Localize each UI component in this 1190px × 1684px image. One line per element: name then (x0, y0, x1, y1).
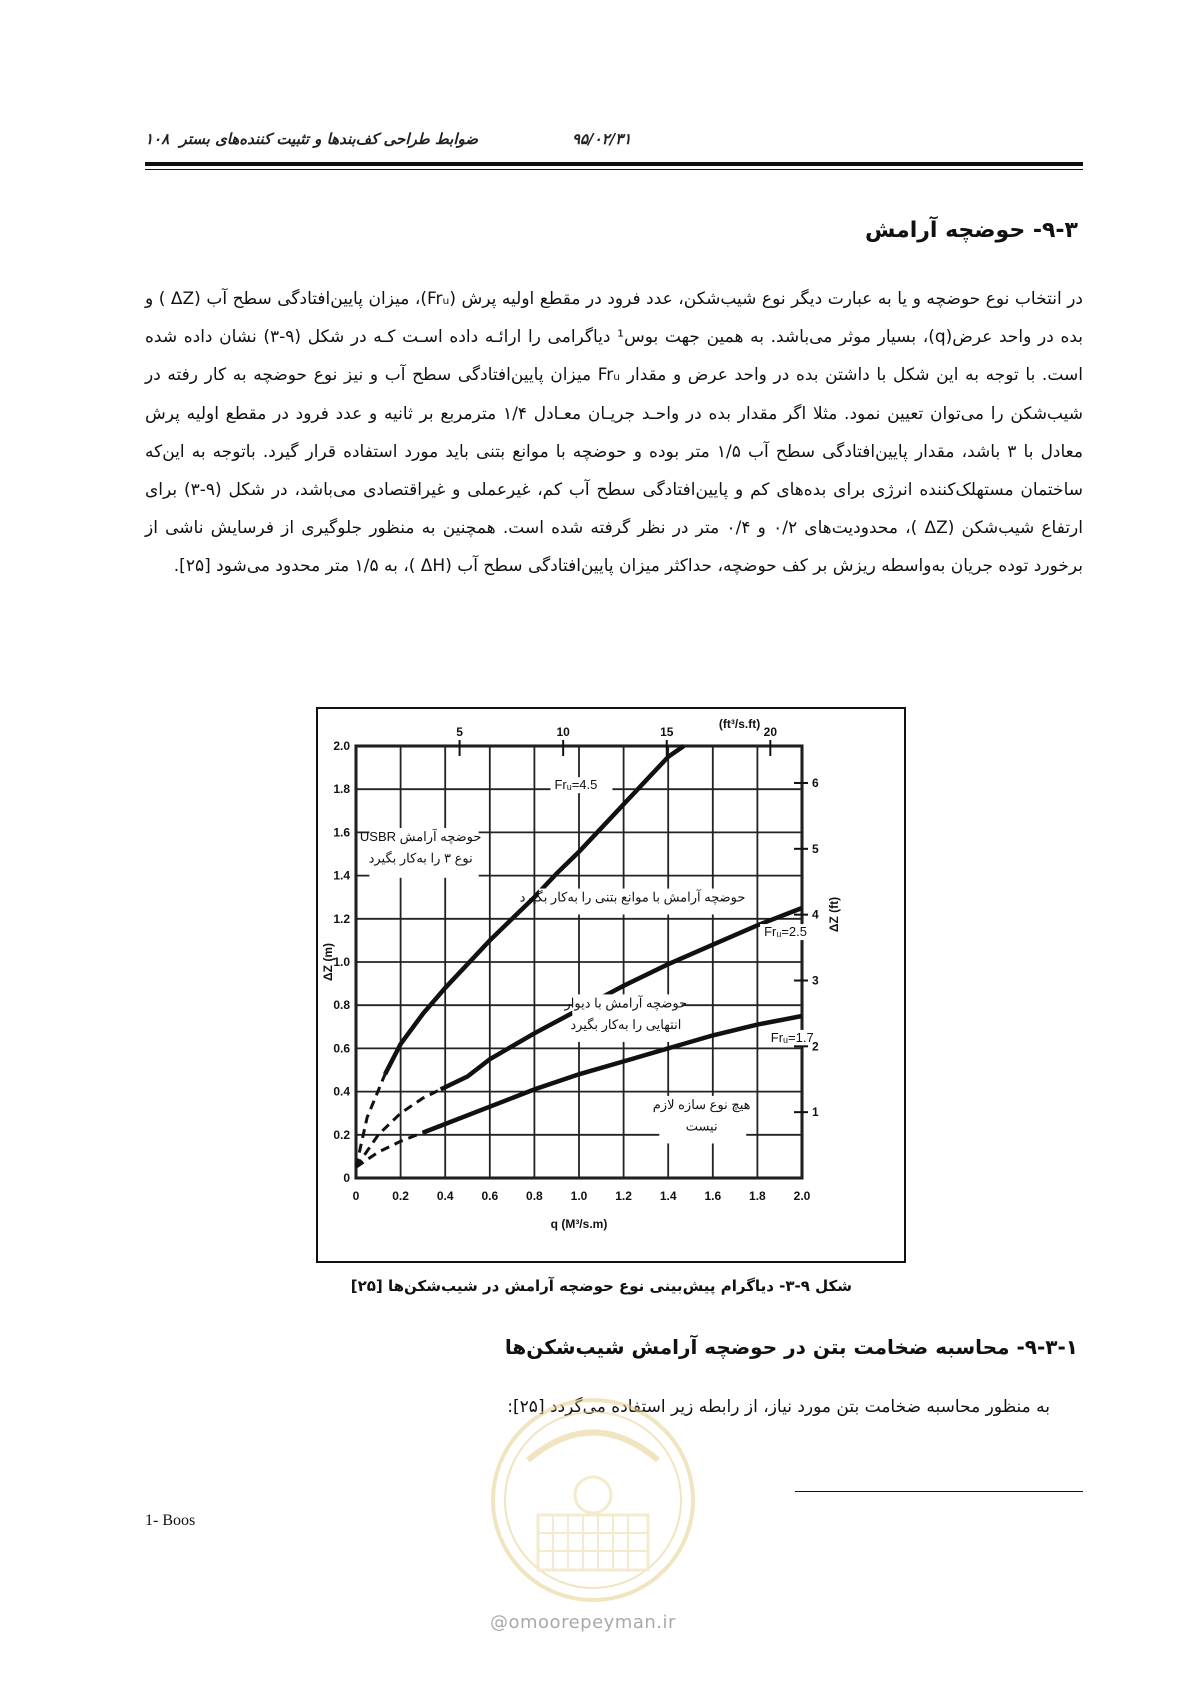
y-tick-label: 1.2 (333, 911, 350, 926)
header-title: ضوابط طراحی کف‌بندها و تثبیت کننده‌های بستر (179, 130, 478, 148)
series-label: Frᵤ=2.5 (764, 924, 807, 940)
series-label: Frᵤ=1.7 (770, 1029, 814, 1045)
x-tick-label: 0.6 (481, 1189, 499, 1203)
figure-frame (316, 707, 906, 1263)
x-tick-label: 1.0 (570, 1189, 588, 1203)
top-axis-label: (ft³/s.ft) (718, 717, 761, 731)
top-axis-tick-label: 20 (763, 725, 778, 739)
header-rule-thin (145, 169, 1083, 170)
x-tick-label: 1.6 (704, 1189, 722, 1203)
x-tick-label: 1.4 (659, 1189, 677, 1203)
y-tick-label: 1.8 (333, 782, 350, 797)
y-tick-label: 2.0 (333, 739, 350, 753)
top-axis-tick-label: 10 (556, 725, 570, 739)
region-annotation: حوضچه آرامش USBR (359, 829, 482, 845)
y-tick-label: 1.4 (333, 868, 350, 883)
region-annotation: هیچ نوع سازه لازم (652, 1096, 751, 1112)
figure-caption: شکل ۹-۳- دیاگرام پیش‌بینی نوع حوضچه آرامش در شیب‌شکن‌ها [۲۵] (350, 1277, 852, 1295)
subsection-heading: ۹-۳-۱- محاسبه ضخامت بتن در حوضچه آرامش شیب‌شکن‌ها (504, 1335, 1078, 1359)
region-annotation: حوضچه آرامش با موانع بتنی را به‌کار بگیرد (519, 889, 746, 905)
body-paragraph: در انتخاب نوع حوضچه و یا به عبارت دیگر نوع شیب‌شکن، عدد فرود در مقطع اولیه پرش (Frᵤ)، میزان پایین‌افتادگی سطح آب (ΔZ ) و بده در واحد عرض(q)، بسیار موثر می‌باشد. به همین جهت بوس¹ دیاگرامی را ارائـه داده اسـت کـه در شکل (۹-۳) نشان داده شده است. با توجه به این شکل با داشتن بده در واحد عرض و مقدار Frᵤ میزان پایین‌افتادگی سطح آب و نیز نوع حوضچه به کار رفته در شیب‌شکن را می‌توان تعیین نمود. مثلا اگر مقدار بده در واحـد جریـان معـادل ۱/۴ مترمربع بر ثانیه و عدد فرود در مقطع اولیه پرش معادل با ۳ باشد، مقدار پایین‌افتادگی سطح آب ۱/۵ متر بوده و حوضچه با موانع بتنی باید مورد استفاده قرار گیرد. باتوجه به این‌که ساختمان مستهلک‌کننده انرژی برای بده‌های کم و پایین‌افتادگی سطح آب کم، غیرعملی و غیراقتصادی می‌باشد، در شکل (۹-۳) برای ارتفاع شیب‌شکن (ΔZ )، محدودیت‌های ۰/۲ و ۰/۴ متر در نظر گرفته شده است. همچنین به منظور جلوگیری از فرسایش ناشی از برخورد توده جریان به‌واسطه ریزش بر کف حوضچه، حداکثر میزان پایین‌افتادگی سطح آب (ΔH )، به ۱/۵ متر محدود می‌شود [۲۵]. (145, 289, 1084, 577)
right-axis-tick-label: 4 (812, 907, 819, 922)
watermark-stamp (478, 1395, 708, 1609)
x-tick-label: 0.4 (436, 1189, 454, 1203)
watermark-url-text: omoorepeyman.ir (508, 1612, 676, 1633)
series-curve-dashed (356, 1074, 385, 1167)
at-icon: @ (490, 1612, 509, 1633)
y-axis-label: ΔZ (m) (321, 943, 335, 981)
right-axis-tick-label: 5 (812, 841, 819, 856)
y-tick-label: 0.6 (333, 1041, 350, 1056)
top-axis-tick-label: 15 (660, 725, 674, 739)
region-annotation: انتهایی را به‌کار بگیرد (570, 1016, 682, 1032)
region-annotation: حوضچه آرامش با دیوار (564, 995, 688, 1011)
footnote-text: 1- Boos (145, 1512, 196, 1529)
x-tick-label: 1.8 (749, 1189, 766, 1203)
y-tick-label: 0.8 (333, 998, 350, 1013)
x-tick-label: 0.2 (392, 1189, 409, 1203)
y-tick-label: 0.4 (333, 1084, 350, 1099)
y-tick-label: 1.0 (333, 955, 350, 969)
region-annotation: نیست (685, 1118, 718, 1134)
page-number: ۱۰۸ (145, 130, 170, 148)
right-axis-tick-label: 1 (812, 1105, 819, 1120)
y-tick-label: 0 (343, 1171, 350, 1185)
header-rule (145, 162, 1083, 166)
right-axis-label: ΔZ (ft) (827, 896, 841, 933)
region-annotation: نوع ۳ را به‌کار بگیرد (368, 850, 473, 866)
header-date: ۹۵/۰۲/۳۱ (572, 130, 632, 148)
series-label: Frᵤ=4.5 (554, 777, 598, 793)
y-tick-label: 1.6 (333, 825, 350, 840)
x-tick-label: 1.2 (615, 1189, 632, 1203)
right-axis-tick-label: 2 (812, 1039, 819, 1054)
intro-line: به منظور محاسبه ضخامت بتن مورد نیاز، از رابطه زیر استفاده می‌گردد [۲۵]: (507, 1397, 1050, 1417)
y-tick-label: 0.2 (333, 1127, 350, 1142)
right-axis-tick-label: 6 (812, 775, 819, 790)
x-axis-label: q (M³/s.m) (550, 1217, 608, 1231)
section-heading: ۹-۳- حوضچه آرامش (864, 218, 1078, 243)
x-tick-label: 0.8 (526, 1189, 543, 1203)
top-axis-tick-label: 5 (456, 725, 463, 739)
x-tick-label: 0 (352, 1189, 360, 1203)
x-tick-label: 2.0 (793, 1189, 811, 1203)
right-axis-tick-label: 3 (812, 973, 819, 988)
watermark-url (490, 1612, 676, 1633)
footnote-rule (795, 1491, 1083, 1492)
series-curve-dashed (356, 1133, 423, 1168)
chart (318, 709, 904, 1261)
